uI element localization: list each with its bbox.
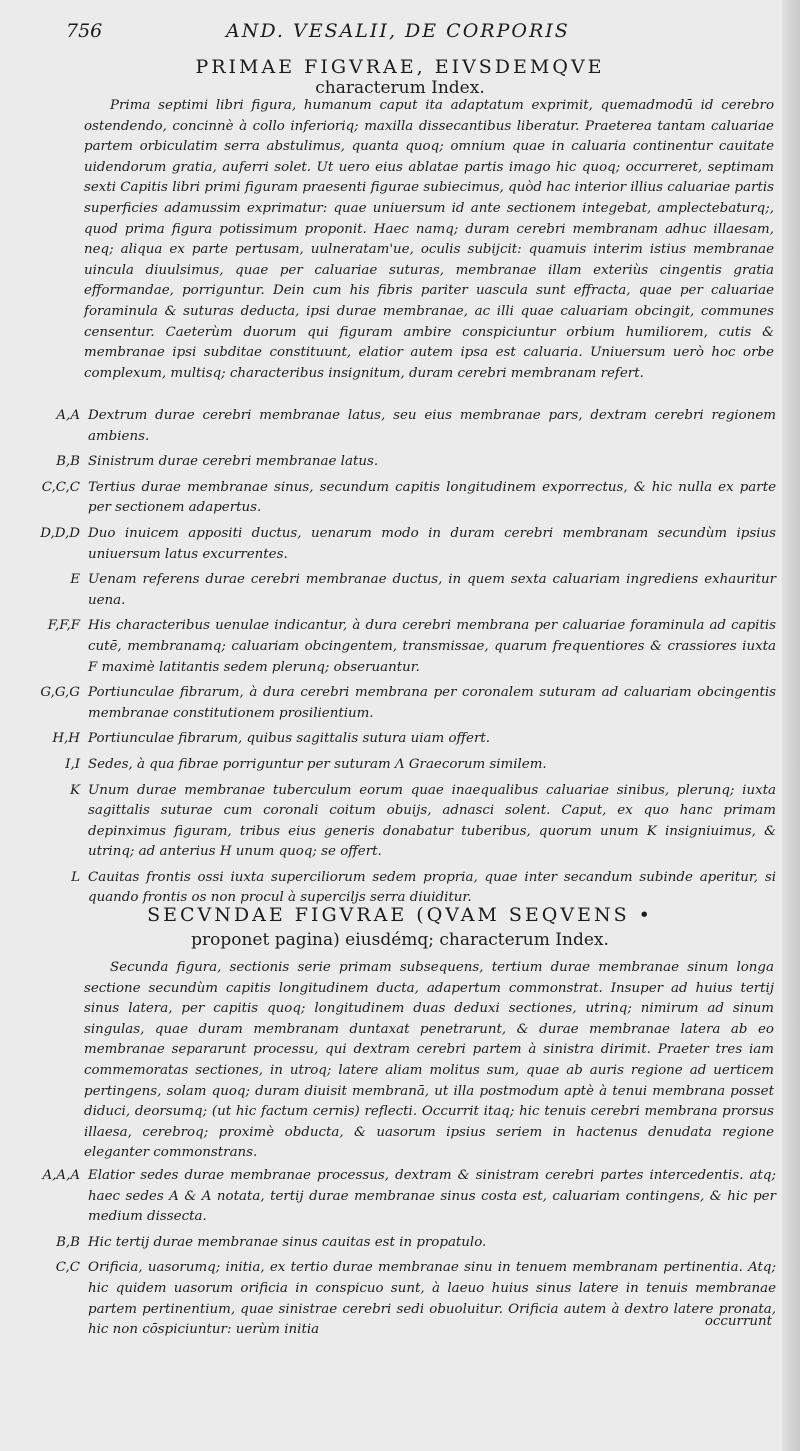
legend-text: Orificia, uasorumq; initia, ex tertio durae membranae sinu in tenuem membranam pertinentia. Atq; hic quidem uasorum orificia in conspicuo sunt, à laeuo huius sinus latere in tenuis membranae partem pertinentium, quae sinistrae cerebri sedi obuoluitur. Orificia autem à dextro latere pronata, hic non cōspiciuntur: uerùm initia (88, 1260, 776, 1338)
legend-key: G,G,G (40, 685, 80, 701)
section1-legend (0, 406, 800, 914)
legend-entry (0, 616, 800, 678)
legend-key: B,B (56, 1234, 80, 1250)
legend-text: Unum durae membranae tuberculum eorum quae inaequalibus caluariae sinibus, plerunq; iuxta sagittalis suturae cum coronali coitum obuijs, adnasci solent. Caput, ex quo hanc primam depinximus figuram, tribus eius generis donabatur tuberibus, quorum unum K insigniuimus, & utrinq; ad anterius H unum quoq; se offert. (88, 782, 776, 860)
catchword: occurrunt (704, 1314, 772, 1329)
legend-text: Uenam referens durae cerebri membranae ductus, in quem sexta caluariam ingrediens exhauritur uena. (88, 572, 776, 608)
legend-entry (0, 868, 800, 909)
legend-entry (0, 755, 800, 776)
section1-paragraph: Prima septimi libri figura, humanum caput ita adaptatum exprimit, quemadmodū id cerebro ostendendo, concinnè à collo inferioriq; maxilla dissecantibus liberatur. Praeterea tantam caluariae partem orbiculatim serra abstulimus, quanta quoq; omnium quae in caluaria continentur cauitate uidendorum gratia, auferri solet. Ut uero eius ablatae partis imago hic quoq; occurreret, septimam sexti Capitis libri primi figuram praesenti figurae subiecimus, quòd hac interior illius caluariae partis superficies adamussim exprimatur: quae uniuersum id ante sectionem integebat, amplectebaturq;, quod prima figura potissimum proponit. Haec namq; duram cerebri membranam adhuc illaesam, neq; aliqua ex parte pertusam, uulneratam'ue, oculis subijcit: quamuis interim istius membranae uincula diuulsimus, quae per caluariae suturas, membranae illam exteriùs cingentis gratia efformandae, porriguntur. Dein cum his fibris pariter uascula sunt effracta, quae per caluariae foraminula & suturas deducta, ipsi durae membranae, ac illi quae caluariam obcingit, communes censentur. Caeterùm duorum qui figuram ambire conspiciuntur orbium humiliorem, cutis & membranae ipsi subditae constituunt, elatior autem ipsa est caluaria. Uniuersum uerò hoc orbe complexum, multisq; characteribus insignitum, duram cerebri membranam refert. (84, 98, 774, 381)
legend-text: Portiunculae fibrarum, à dura cerebri membrana per coronalem suturam ad caluariam obcingentis membranae constitutionem prosilientium. (88, 685, 776, 721)
legend-key: C,C (55, 1260, 80, 1276)
legend-entry (0, 729, 800, 750)
legend-entry (0, 524, 800, 565)
running-head (66, 20, 800, 46)
legend-key: B,B (56, 454, 80, 470)
legend-text: Sedes, à qua fibrae porriguntur per suturam Λ Graecorum similem. (88, 756, 547, 772)
section1-subtitle: characterum Index. (315, 78, 485, 98)
running-title: AND. VESALII, DE CORPORIS (226, 20, 570, 42)
section2-subtitle: proponet pagina) eiusdémq; characterum Index. (191, 930, 609, 950)
legend-entry (0, 1166, 800, 1228)
legend-key: K (69, 782, 80, 798)
legend-text: His characteribus uenulae indicantur, à dura cerebri membrana per caluariae foraminula ad capitis cutē, membranamq; caluariam obcingentem, transmissae, quarum frequentiores & crassiores iuxta F maximè latitantis sedem plerunq; obseruantur. (88, 618, 776, 675)
legend-key: C,C,C (41, 479, 80, 495)
section2-legend (0, 1166, 800, 1346)
legend-key: D,D,D (40, 525, 80, 541)
legend-entry (0, 781, 800, 863)
legend-entry (0, 478, 800, 519)
legend-key: H,H (52, 731, 80, 747)
legend-text: Portiunculae fibrarum, quibus sagittalis sutura uiam offert. (88, 731, 490, 747)
legend-text: Hic tertij durae membranae sinus cauitas est in propatulo. (88, 1234, 487, 1250)
legend-key: F,F,F (47, 618, 80, 634)
legend-text: Elatior sedes durae membranae processus, dextram & sinistram cerebri partes intercedentis. atq; haec sedes A & A notata, tertij durae membranae sinus costa est, caluariam contingens, & hic per medium dissecta. (88, 1168, 776, 1225)
legend-text: Dextrum durae cerebri membranae latus, seu eius membranae pars, dextram cerebri regionem ambiens. (88, 408, 776, 444)
page-number: 756 (66, 20, 103, 42)
legend-text: Sinistrum durae cerebri membranae latus. (88, 454, 379, 470)
legend-text: Tertius durae membranae sinus, secundum capitis longitudinem exporrectus, & hic nulla ex parte per sectionem adapertus. (88, 479, 776, 516)
legend-entry (0, 452, 800, 473)
page-edge-shadow (782, 0, 800, 1451)
legend-key: A,A,A (42, 1168, 80, 1183)
legend-entry (0, 570, 800, 611)
section2-paragraph: Secunda figura, sectionis serie primam subsequens, tertium durae membranae sinum longa sectione secundùm capitis longitudinem ducta, adapertum commonstrat. Insuper ad huius tertij sinus latera, per capitis quoq; longitudinem duas deduxi sectiones, utrinq; nimirum ad sinum singulas, quae duram membranam duntaxat penetrarunt, & durae membranae latera ab eo membranae separarunt processu, qui dextram cerebri partem à sinistra dirimit. Praeter tres iam commemoratas sectiones, in utroq; latere aliam molitus sum, quae ab auris regione ad uerticem pertingens, solam quoq; duram diuisit membranā, ut illa postmodum aptè à tenui membrana posset diduci, deorsumq; (ut hic factum cernis) reflecti. Occurrit itaq; hic tenuis cerebri membrana prorsus illaesa, cerebroq; proximè obducta, & uasorum ipsius seriem in hactenus denudata regione eleganter commonstrans. (84, 960, 774, 1161)
legend-key: E (70, 572, 80, 588)
legend-entry (0, 1233, 800, 1254)
section1-title: PRIMAE FIGVRAE, EIVSDEMQVE (195, 56, 605, 78)
legend-key: A,A (56, 408, 80, 423)
legend-entry (0, 683, 800, 724)
legend-entry (0, 406, 800, 447)
legend-text: Duo inuicem appositi ductus, uenarum modo in duram cerebri membranam secundùm ipsius uniuersum latus excurrentes. (88, 525, 776, 562)
legend-entry (0, 1258, 800, 1340)
legend-key: L (71, 869, 80, 885)
section2-title: SECVNDAE FIGVRAE (QVAM SEQVENS • (147, 904, 653, 926)
legend-key: I,I (65, 756, 80, 772)
legend-text: Cauitas frontis ossi iuxta superciliorum sedem propria, quae inter secandum subinde aperitur, si quando frontis os non procul à superciljs serra diuiditur. (88, 869, 776, 906)
